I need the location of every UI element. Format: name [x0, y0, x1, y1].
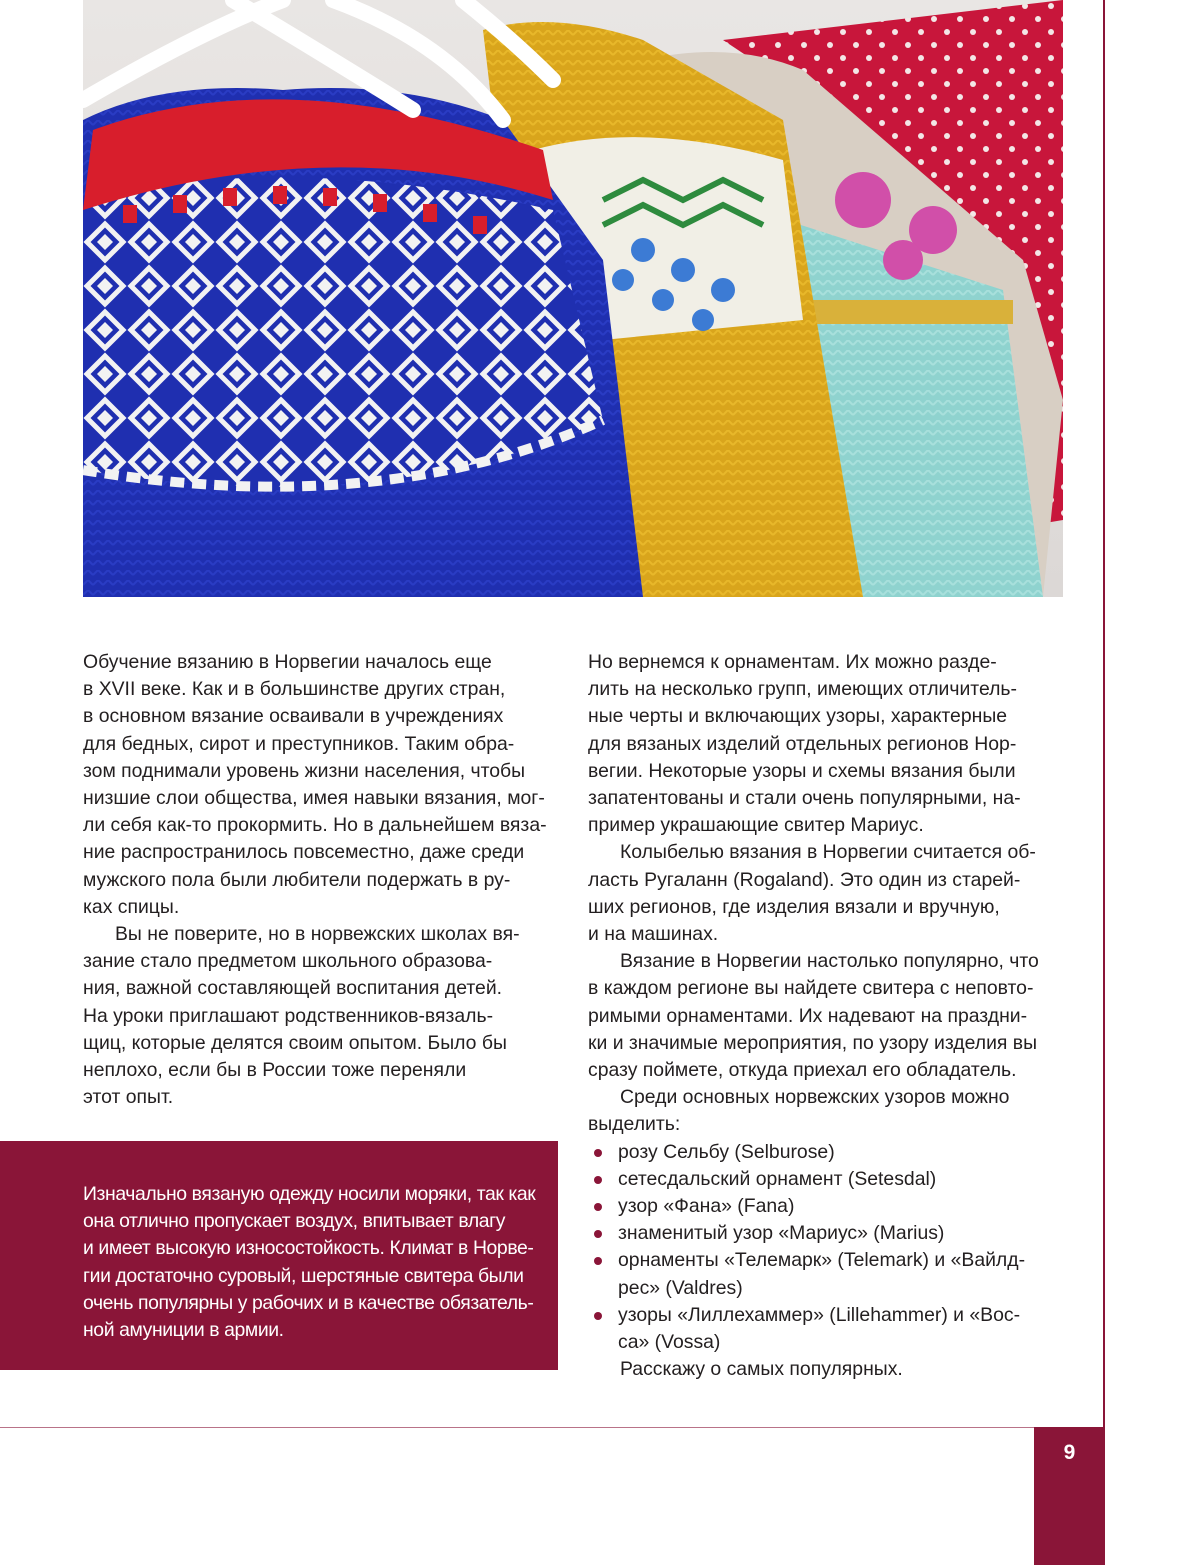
- left-text-line: в XVII веке. Как и в большинстве других стран,: [83, 678, 506, 701]
- list-item: [588, 1220, 1068, 1247]
- left-text-line: мужского пола были любители подержать в ру-: [83, 868, 511, 891]
- right-text-line: лить на несколько групп, имеющих отличитель-: [588, 678, 1017, 701]
- list-item: [588, 1247, 1068, 1274]
- right-text-line: запатентованы и стали очень популярными, на-: [588, 787, 1021, 810]
- left-text-line: в основном вязание осваивали в учреждениях: [83, 705, 504, 728]
- left-text-line: Обучение вязанию в Норвегии началось еще: [83, 651, 492, 673]
- right-text-line: в каждом регионе вы найдете свитера с неповто-: [588, 977, 1034, 1000]
- footer-rule: [0, 1427, 1105, 1428]
- left-text-line: ние распространилось повсеместно, даже среди: [83, 841, 525, 864]
- callout-line: она отлично пропускает воздух, впитывает влагу: [83, 1210, 506, 1233]
- right-text-line: ших регионов, где изделия вязали и вручную,: [588, 895, 1000, 918]
- callout-line: гии достаточно суровый, шерстяные свитера были: [83, 1264, 524, 1287]
- left-text-line: низшие слои общества, имея навыки вязания, мог-: [83, 787, 545, 810]
- callout-line: и имеет высокую износостойкость. Климат в Норве-: [83, 1237, 534, 1260]
- closing-line: Расскажу о самых популярных.: [620, 1358, 903, 1381]
- list-item: [588, 1166, 1068, 1193]
- page-edge-rule: [1103, 0, 1105, 1428]
- bullet-icon: [594, 1203, 602, 1211]
- left-text-line: зание стало предметом школьного образова-: [83, 950, 493, 973]
- page-number: 9: [1063, 1441, 1076, 1464]
- right-text-line: Вязание в Норвегии настолько популярно, что: [620, 950, 1039, 973]
- right-text-line: выделить:: [588, 1113, 681, 1136]
- list-item: [588, 1193, 1068, 1220]
- bullet-icon: [594, 1312, 602, 1320]
- right-text-line: для вязаных изделий отдельных регионов Нор-: [588, 732, 1017, 755]
- left-text-line: ли себя как-то прокормить. Но в дальнейшем вяза-: [83, 814, 547, 837]
- callout-box: [0, 1141, 558, 1370]
- left-text-line: ния, важной составляющей воспитания детей.: [83, 977, 503, 1000]
- list-item-text: орнаменты «Телемарк» (Telemark) и «Вайлд-: [618, 1249, 1026, 1272]
- sweaters-photo: [83, 0, 1063, 597]
- left-text-line: для бедных, сирот и преступников. Таким обра-: [83, 732, 515, 755]
- right-text-line: Но вернемся к орнаментам. Их можно разде-: [588, 651, 997, 673]
- right-column: [588, 649, 1068, 1383]
- left-text-line: неплохо, если бы в России тоже переняли: [83, 1059, 467, 1082]
- left-text-line: щиц, которые делятся своим опытом. Было бы: [83, 1031, 507, 1054]
- right-text-line: римыми орнаментами. Их надевают на праздни-: [588, 1004, 1028, 1027]
- bullet-icon: [594, 1230, 602, 1238]
- list-item-text: узор «Фана» (Fana): [618, 1195, 795, 1218]
- callout-text: [83, 1181, 543, 1344]
- right-text-line: ки и значимые мероприятия, по узору изделия вы: [588, 1031, 1038, 1054]
- bullet-icon: [594, 1149, 602, 1157]
- left-text-line: Вы не поверите, но в норвежских школах вя-: [115, 923, 520, 946]
- left-text-line: ках спицы.: [83, 895, 180, 918]
- list-item: [588, 1302, 1068, 1329]
- list-item-text: узоры «Лиллехаммер» (Lillehammer) и «Вос-: [618, 1303, 1021, 1326]
- right-text-line: Колыбелью вязания в Норвегии считается об-: [620, 841, 1036, 864]
- right-text-line: пример украшающие свитер Мариус.: [588, 814, 924, 837]
- right-text-line: и на машинах.: [588, 923, 719, 946]
- right-text-line: ные черты и включающих узоры, характерные: [588, 705, 1008, 728]
- callout-line: очень популярны у рабочих и в качестве обязатель-: [83, 1291, 534, 1314]
- left-column: [83, 649, 561, 1111]
- list-item-text: розу Сельбу (Selburose): [618, 1140, 835, 1163]
- list-item: [588, 1139, 1068, 1166]
- left-text-line: зом поднимали уровень жизни населения, чтобы: [83, 759, 526, 782]
- right-text-line: ласть Ругаланн (Rogaland). Это один из старей-: [588, 868, 1021, 891]
- callout-line: ной амуниции в армии.: [83, 1319, 284, 1342]
- list-item-text: сетесдальский орнамент (Setesdal): [618, 1167, 937, 1190]
- list-item-continuation: рес» (Valdres): [618, 1276, 743, 1299]
- bullet-icon: [594, 1257, 602, 1265]
- list-item-continuation: са» (Vossa): [618, 1331, 721, 1354]
- bullet-icon: [594, 1176, 602, 1184]
- left-text-line: этот опыт.: [83, 1086, 174, 1109]
- left-text-line: На уроки приглашают родственников-вязаль-: [83, 1004, 494, 1027]
- right-text-line: Среди основных норвежских узоров можно: [620, 1086, 1010, 1109]
- list-item-text: знаменитый узор «Мариус» (Marius): [618, 1222, 945, 1245]
- right-text-line: сразу поймете, откуда приехал его обладатель.: [588, 1059, 1017, 1082]
- callout-line: Изначально вязаную одежду носили моряки, так как: [83, 1183, 536, 1205]
- right-text-line: вегии. Некоторые узоры и схемы вязания были: [588, 759, 1016, 782]
- page-number-tab: [1034, 1427, 1105, 1565]
